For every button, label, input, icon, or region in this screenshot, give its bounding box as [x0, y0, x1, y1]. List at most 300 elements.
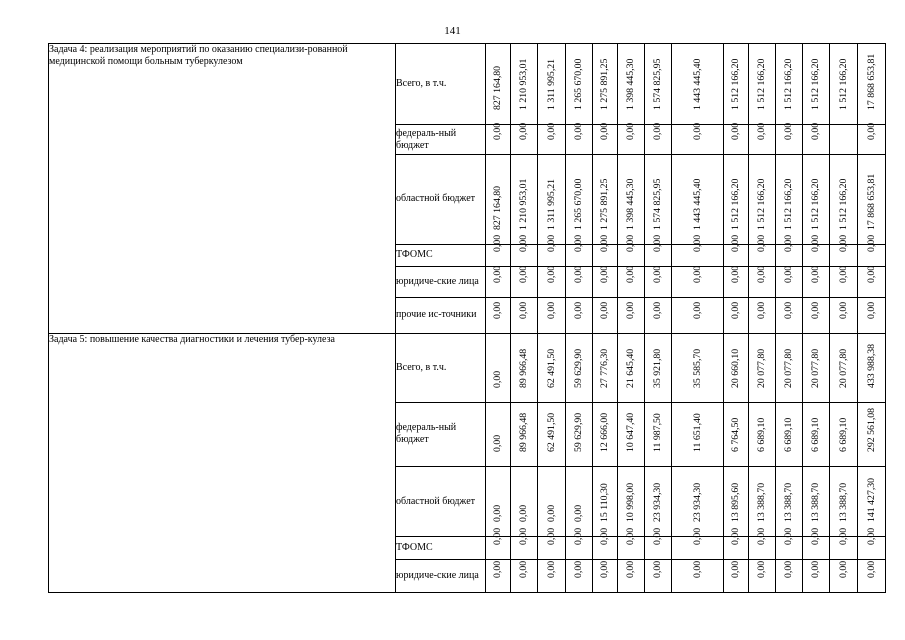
amount-cell	[830, 333, 858, 402]
amount-cell	[724, 44, 749, 125]
amount-value: 1 275 891,25	[599, 178, 610, 230]
amount-value: 0,00	[730, 123, 741, 141]
amount-cell	[672, 266, 724, 297]
amount-value: 0,00	[783, 301, 794, 319]
amount-value: 0,00	[492, 234, 503, 252]
amount-cell	[538, 44, 566, 125]
amount-cell	[593, 298, 618, 333]
amount-value: 20 660,10	[730, 348, 741, 388]
amount-value: 6 689,10	[783, 418, 794, 453]
amount-cell	[830, 527, 858, 559]
amount-value: 0,00	[573, 527, 584, 545]
amount-value: 0,00	[625, 123, 636, 141]
table-row	[49, 333, 886, 402]
amount-value: 13 388,70	[756, 483, 767, 523]
amount-cell	[618, 559, 645, 593]
amount-cell	[724, 467, 749, 537]
amount-cell	[566, 266, 593, 297]
amount-cell	[749, 527, 776, 559]
amount-value: 1 265 670,00	[573, 178, 584, 230]
amount-value: 0,00	[756, 266, 767, 284]
amount-value: 0,00	[492, 435, 503, 453]
amount-cell	[830, 44, 858, 125]
amount-value: 0,00	[837, 234, 849, 252]
amount-value: 0,00	[691, 560, 703, 578]
amount-value: 0,00	[625, 301, 636, 319]
amount-cell	[645, 559, 672, 593]
funding-source: ТФОМС	[396, 537, 486, 559]
amount-cell	[672, 125, 724, 155]
amount-value: 17 868 653,81	[865, 173, 877, 230]
amount-cell	[511, 467, 538, 537]
amount-cell	[749, 266, 776, 297]
amount-value: 0,00	[518, 266, 529, 284]
amount-cell	[566, 333, 593, 402]
amount-cell	[803, 527, 830, 559]
amount-cell	[593, 234, 618, 266]
amount-value: 0,00	[810, 527, 821, 545]
amount-value: 0,00	[545, 266, 557, 284]
funding-source: областной бюджет	[396, 467, 486, 537]
amount-value: 0,00	[865, 123, 877, 141]
amount-value: 0,00	[599, 266, 610, 284]
amount-cell	[618, 527, 645, 559]
amount-value: 0,00	[652, 527, 663, 545]
amount-cell	[593, 125, 618, 155]
amount-cell	[511, 44, 538, 125]
amount-value: 0,00	[652, 301, 663, 319]
amount-cell	[776, 467, 803, 537]
amount-cell	[618, 402, 645, 467]
amount-cell	[858, 266, 886, 297]
amount-value: 0,00	[865, 266, 877, 284]
amount-value: 0,00	[518, 527, 529, 545]
amount-value: 0,00	[599, 234, 610, 252]
amount-cell	[566, 155, 593, 244]
amount-cell	[858, 125, 886, 155]
amount-value: 0,00	[492, 123, 503, 141]
amount-cell	[566, 527, 593, 559]
funding-source: Всего, в т.ч.	[396, 44, 486, 125]
amount-value: 0,00	[545, 123, 557, 141]
amount-cell	[645, 266, 672, 297]
amount-value: 0,00	[599, 560, 610, 578]
amount-value: 0,00	[810, 301, 821, 319]
amount-value: 0,00	[545, 560, 557, 578]
amount-cell	[776, 155, 803, 244]
amount-cell	[830, 298, 858, 333]
amount-cell	[803, 402, 830, 467]
amount-value: 0,00	[756, 301, 767, 319]
amount-cell	[724, 234, 749, 266]
amount-cell	[538, 559, 566, 593]
amount-value: 0,00	[518, 560, 529, 578]
amount-value: 59 629,90	[573, 413, 584, 453]
amount-cell	[486, 125, 511, 155]
amount-cell	[672, 402, 724, 467]
amount-value: 0,00	[810, 234, 821, 252]
amount-cell	[672, 234, 724, 266]
amount-value: 0,00	[691, 266, 703, 284]
amount-cell	[672, 155, 724, 244]
amount-value: 0,00	[783, 234, 794, 252]
amount-cell	[830, 125, 858, 155]
amount-value: 0,00	[691, 234, 703, 252]
funding-source: прочие ис-точники	[396, 298, 486, 333]
amount-cell	[645, 333, 672, 402]
amount-cell	[645, 298, 672, 333]
task-title: Задача 5: повышение качества диагностики и лечения тубер-кулеза	[49, 333, 396, 592]
amount-cell	[776, 559, 803, 593]
amount-value: 0,00	[783, 123, 794, 141]
amount-cell	[672, 467, 724, 537]
amount-cell	[618, 467, 645, 537]
amount-cell	[803, 298, 830, 333]
amount-cell	[538, 298, 566, 333]
amount-cell	[776, 44, 803, 125]
amount-cell	[486, 559, 511, 593]
amount-cell	[672, 298, 724, 333]
amount-value: 1 512 166,20	[837, 178, 849, 230]
amount-value: 0,00	[573, 301, 584, 319]
amount-cell	[645, 402, 672, 467]
amount-cell	[803, 234, 830, 266]
amount-value: 0,00	[865, 234, 877, 252]
amount-value: 0,00	[573, 505, 584, 523]
amount-value: 0,00	[573, 266, 584, 284]
amount-value: 0,00	[837, 301, 849, 319]
amount-value: 10 647,40	[625, 413, 636, 453]
amount-value: 0,00	[730, 234, 741, 252]
amount-cell	[511, 559, 538, 593]
amount-cell	[566, 467, 593, 537]
amount-cell	[486, 44, 511, 125]
amount-value: 13 895,60	[730, 483, 741, 523]
amount-cell	[593, 467, 618, 537]
amount-value: 0,00	[730, 266, 741, 284]
amount-value: 0,00	[837, 527, 849, 545]
amount-cell	[566, 234, 593, 266]
amount-cell	[724, 527, 749, 559]
amount-value: 0,00	[518, 234, 529, 252]
amount-value: 0,00	[837, 266, 849, 284]
amount-cell	[858, 298, 886, 333]
amount-cell	[830, 467, 858, 537]
amount-cell	[645, 467, 672, 537]
amount-value: 0,00	[545, 234, 557, 252]
amount-cell	[672, 333, 724, 402]
amount-cell	[538, 125, 566, 155]
amount-value: 0,00	[492, 527, 503, 545]
amount-value: 0,00	[783, 560, 794, 578]
amount-value: 0,00	[691, 527, 703, 545]
amount-cell	[511, 333, 538, 402]
amount-value: 11 987,50	[652, 413, 663, 453]
amount-value: 20 077,80	[756, 348, 767, 388]
amount-cell	[858, 155, 886, 244]
amount-value: 0,00	[865, 560, 877, 578]
amount-value: 1 512 166,20	[783, 58, 794, 111]
amount-value: 0,00	[573, 560, 584, 578]
amount-value: 0,00	[756, 527, 767, 545]
amount-value: 35 585,70	[691, 348, 703, 388]
amount-value: 0,00	[652, 560, 663, 578]
amount-cell	[538, 266, 566, 297]
amount-cell	[858, 527, 886, 559]
amount-value: 0,00	[492, 560, 503, 578]
amount-cell	[486, 298, 511, 333]
amount-value: 6 764,50	[730, 418, 741, 453]
amount-cell	[830, 266, 858, 297]
page-number: 141	[444, 25, 461, 37]
amount-value: 1 512 166,20	[756, 178, 767, 230]
amount-value: 0,00	[652, 123, 663, 141]
funding-source: Всего, в т.ч.	[396, 333, 486, 402]
amount-cell	[593, 559, 618, 593]
amount-value: 0,00	[625, 527, 636, 545]
amount-value: 1 512 166,20	[810, 178, 821, 230]
amount-cell	[724, 333, 749, 402]
amount-value: 15 110,30	[599, 483, 610, 523]
amount-value: 433 988,38	[865, 343, 877, 388]
amount-value: 0,00	[599, 301, 610, 319]
amount-cell	[858, 559, 886, 593]
amount-cell	[511, 527, 538, 559]
funding-source: юридиче-ские лица	[396, 266, 486, 297]
amount-cell	[749, 559, 776, 593]
amount-cell	[749, 155, 776, 244]
amount-value: 1 574 825,95	[652, 178, 663, 230]
amount-cell	[486, 266, 511, 297]
amount-value: 0,00	[599, 123, 610, 141]
amount-value: 0,00	[492, 266, 503, 284]
amount-value: 1 512 166,20	[837, 58, 849, 111]
amount-cell	[511, 402, 538, 467]
amount-value: 0,00	[691, 301, 703, 319]
amount-cell	[486, 527, 511, 559]
amount-value: 1 512 166,20	[730, 178, 741, 230]
amount-value: 0,00	[691, 123, 703, 141]
amount-cell	[830, 155, 858, 244]
funding-source: ТФОМС	[396, 244, 486, 266]
amount-value: 0,00	[625, 266, 636, 284]
amount-cell	[803, 467, 830, 537]
amount-value: 0,00	[730, 560, 741, 578]
amount-value: 827 164,80	[492, 65, 503, 111]
funding-source: юридиче-ские лица	[396, 559, 486, 593]
amount-cell	[486, 155, 511, 244]
amount-value: 62 491,50	[545, 413, 557, 453]
amount-cell	[593, 527, 618, 559]
table-body	[49, 44, 886, 593]
amount-cell	[724, 125, 749, 155]
amount-cell	[538, 402, 566, 467]
amount-value: 0,00	[837, 560, 849, 578]
amount-value: 827 164,80	[492, 185, 503, 230]
amount-cell	[830, 402, 858, 467]
amount-value: 0,00	[625, 234, 636, 252]
amount-value: 62 491,50	[545, 348, 557, 388]
amount-cell	[724, 298, 749, 333]
amount-cell	[538, 333, 566, 402]
amount-value: 0,00	[518, 123, 529, 141]
amount-cell	[486, 234, 511, 266]
task-title: Задача 4: реализация мероприятий по оказанию специализи-рованной медицинской помощи больным туберкулезом	[49, 44, 396, 334]
amount-cell	[566, 402, 593, 467]
amount-value: 20 077,80	[810, 348, 821, 388]
amount-cell	[538, 155, 566, 244]
amount-value: 0,00	[783, 527, 794, 545]
amount-value: 0,00	[810, 266, 821, 284]
amount-value: 12 666,00	[599, 413, 610, 453]
amount-value: 89 966,48	[518, 413, 529, 453]
amount-cell	[511, 298, 538, 333]
amount-value: 1 265 670,00	[573, 58, 584, 111]
amount-value: 0,00	[756, 560, 767, 578]
amount-cell	[538, 234, 566, 266]
amount-cell	[858, 44, 886, 125]
amount-value: 0,00	[865, 301, 877, 319]
amount-cell	[645, 125, 672, 155]
amount-value: 0,00	[545, 301, 557, 319]
amount-value: 1 443 445,40	[691, 178, 703, 230]
amount-cell	[724, 266, 749, 297]
funding-source: федераль-ный бюджет	[396, 125, 486, 155]
amount-value: 59 629,90	[573, 348, 584, 388]
amount-value: 6 689,10	[756, 418, 767, 453]
amount-cell	[593, 44, 618, 125]
amount-cell	[749, 234, 776, 266]
amount-cell	[803, 125, 830, 155]
amount-cell	[618, 155, 645, 244]
amount-value: 0,00	[518, 505, 529, 523]
amount-value: 35 921,80	[652, 348, 663, 388]
amount-cell	[511, 266, 538, 297]
amount-cell	[776, 125, 803, 155]
amount-cell	[724, 402, 749, 467]
amount-cell	[749, 44, 776, 125]
amount-value: 0,00	[652, 234, 663, 252]
amount-cell	[776, 527, 803, 559]
amount-cell	[486, 333, 511, 402]
amount-cell	[618, 125, 645, 155]
amount-value: 0,00	[730, 527, 741, 545]
amount-value: 11 651,40	[691, 413, 703, 453]
amount-cell	[776, 333, 803, 402]
amount-value: 0,00	[865, 527, 877, 545]
funding-source: областной бюджет	[396, 155, 486, 244]
amount-cell	[776, 234, 803, 266]
amount-cell	[672, 44, 724, 125]
amount-value: 20 077,80	[837, 348, 849, 388]
amount-cell	[618, 234, 645, 266]
amount-value: 0,00	[810, 560, 821, 578]
amount-cell	[858, 402, 886, 467]
amount-value: 1 443 445,40	[691, 58, 703, 111]
amount-value: 20 077,80	[783, 348, 794, 388]
amount-value: 0,00	[756, 234, 767, 252]
amount-cell	[776, 402, 803, 467]
amount-value: 0,00	[652, 266, 663, 284]
amount-value: 0,00	[573, 234, 584, 252]
amount-cell	[858, 234, 886, 266]
amount-cell	[486, 402, 511, 467]
amount-cell	[566, 298, 593, 333]
amount-value: 1 574 825,95	[652, 58, 663, 111]
amount-cell	[803, 559, 830, 593]
amount-value: 23 934,30	[652, 483, 663, 523]
amount-cell	[749, 402, 776, 467]
amount-value: 0,00	[492, 301, 503, 319]
amount-cell	[538, 527, 566, 559]
amount-value: 1 311 995,21	[545, 58, 557, 111]
amount-cell	[858, 467, 886, 537]
amount-value: 27 776,30	[599, 348, 610, 388]
amount-cell	[645, 527, 672, 559]
amount-cell	[645, 155, 672, 244]
amount-value: 17 868 653,81	[865, 53, 877, 111]
amount-value: 0,00	[492, 505, 503, 523]
amount-cell	[566, 125, 593, 155]
amount-cell	[618, 266, 645, 297]
amount-value: 0,00	[756, 123, 767, 141]
amount-cell	[749, 467, 776, 537]
amount-value: 0,00	[625, 560, 636, 578]
amount-value: 6 689,10	[837, 418, 849, 453]
amount-cell	[776, 266, 803, 297]
amount-cell	[538, 467, 566, 537]
amount-value: 141 427,30	[865, 478, 877, 523]
amount-cell	[645, 234, 672, 266]
amount-value: 1 512 166,20	[783, 178, 794, 230]
amount-cell	[830, 234, 858, 266]
amount-value: 0,00	[545, 527, 557, 545]
amount-cell	[645, 44, 672, 125]
amount-cell	[803, 333, 830, 402]
amount-value: 1 210 953,01	[518, 178, 529, 230]
amount-cell	[511, 125, 538, 155]
amount-value: 1 398 445,30	[625, 58, 636, 111]
amount-cell	[803, 266, 830, 297]
amount-cell	[593, 333, 618, 402]
amount-cell	[486, 467, 511, 537]
amount-cell	[618, 333, 645, 402]
amount-cell	[566, 559, 593, 593]
amount-cell	[618, 44, 645, 125]
amount-cell	[511, 234, 538, 266]
amount-value: 1 512 166,20	[756, 58, 767, 111]
amount-value: 13 388,70	[837, 483, 849, 523]
amount-cell	[618, 298, 645, 333]
amount-cell	[776, 298, 803, 333]
amount-value: 21 645,40	[625, 348, 636, 388]
amount-value: 10 998,00	[625, 483, 636, 523]
amount-cell	[511, 155, 538, 244]
amount-value: 0,00	[730, 301, 741, 319]
amount-value: 0,00	[518, 301, 529, 319]
amount-cell	[593, 402, 618, 467]
amount-value: 23 934,30	[691, 483, 703, 523]
amount-value: 0,00	[810, 123, 821, 141]
amount-value: 89 966,48	[518, 348, 529, 388]
amount-value: 0,00	[573, 123, 584, 141]
amount-value: 13 388,70	[810, 483, 821, 523]
amount-value: 1 275 891,25	[599, 58, 610, 111]
amount-value: 1 512 166,20	[810, 58, 821, 111]
amount-cell	[749, 125, 776, 155]
amount-cell	[672, 527, 724, 559]
amount-cell	[830, 559, 858, 593]
